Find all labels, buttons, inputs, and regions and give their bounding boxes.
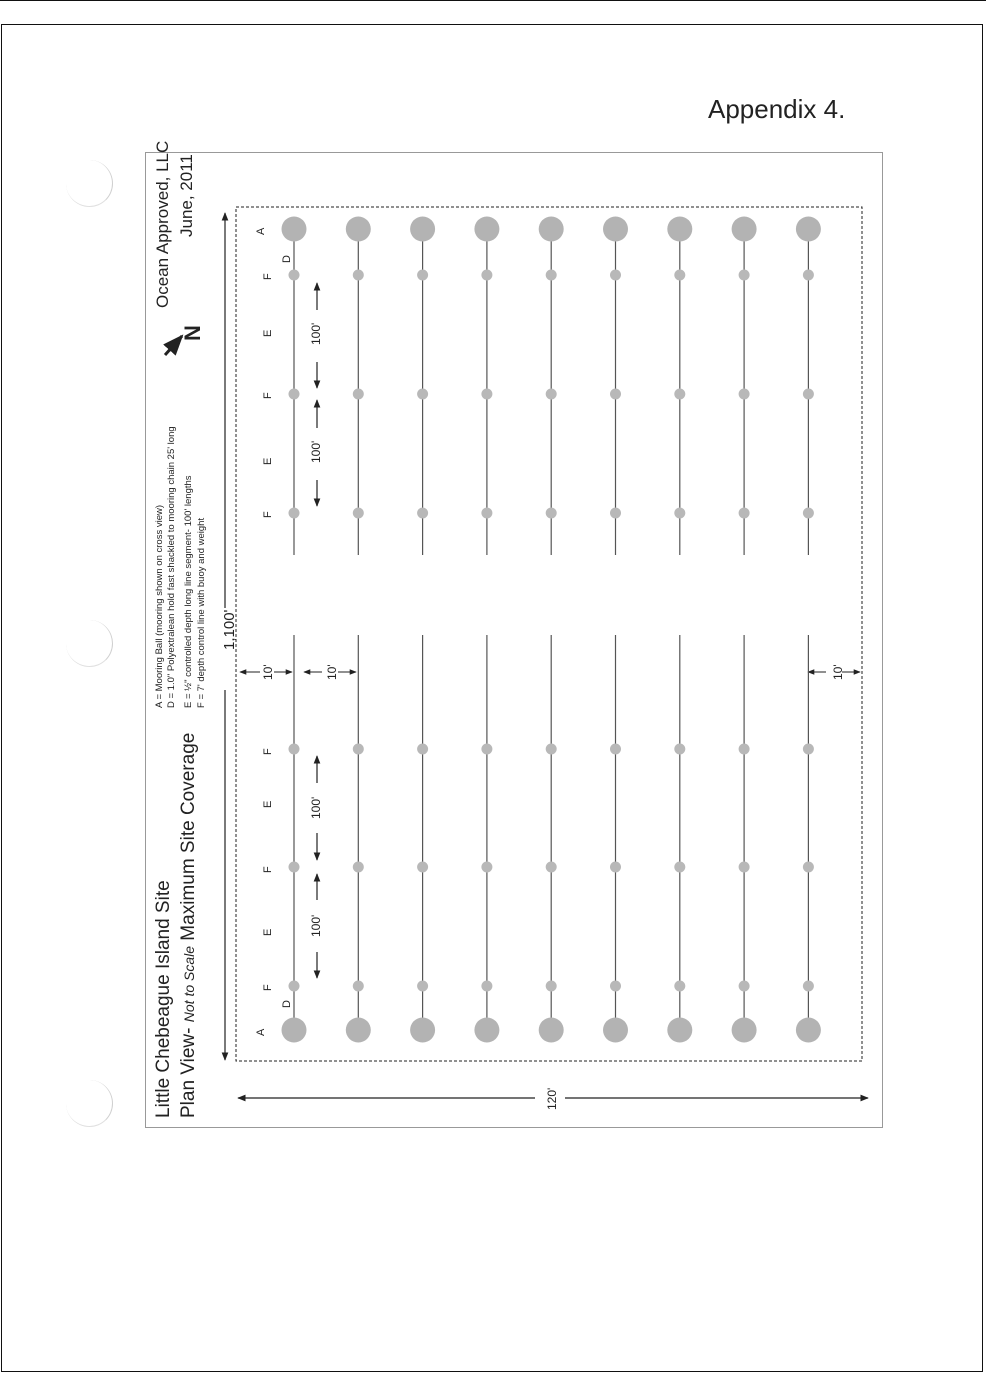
depth-control-buoy — [353, 744, 364, 755]
legend-line-e: E = ½" controlled depth long line segment- 100' lengths — [183, 475, 194, 708]
site-title: Little Chebeague Island Site — [153, 880, 174, 1118]
depth-control-buoy — [739, 862, 750, 873]
label-d-bottom: D — [281, 1000, 293, 1008]
scale-note: Not to Scale — [181, 945, 197, 1023]
mooring-ball-top — [474, 217, 499, 242]
appendix-label: Appendix 4. — [708, 94, 846, 124]
mooring-ball-bottom — [282, 1018, 307, 1043]
spacing-label-edge: 10' — [261, 664, 275, 680]
depth-control-buoy — [739, 744, 750, 755]
mooring-ball-top — [410, 217, 435, 242]
depth-control-buoy — [353, 862, 364, 873]
mooring-ball-top — [667, 217, 692, 242]
label-d-top: D — [281, 255, 293, 263]
depth-control-buoy — [610, 389, 621, 400]
label-f-bottom-1: F — [262, 748, 274, 755]
date-label: June, 2011 — [177, 154, 196, 237]
depth-control-buoy — [610, 862, 621, 873]
depth-control-buoy — [610, 744, 621, 755]
mooring-ball-top — [282, 217, 307, 242]
mooring-ball-top — [796, 217, 821, 242]
mooring-ball-top — [603, 217, 628, 242]
mooring-ball-top — [346, 217, 371, 242]
depth-control-buoy — [289, 270, 300, 281]
label-f-bottom-3: F — [262, 984, 274, 991]
depth-control-buoy — [803, 389, 814, 400]
plan-view-prefix: Plan View- — [178, 1027, 199, 1118]
depth-control-buoy — [417, 508, 428, 519]
depth-control-buoy — [610, 981, 621, 992]
depth-control-buoy — [546, 744, 557, 755]
mooring-ball-top — [539, 217, 564, 242]
depth-control-buoy — [739, 981, 750, 992]
depth-control-buoy — [289, 508, 300, 519]
label-f-top-3: F — [262, 511, 274, 518]
depth-control-buoy — [610, 270, 621, 281]
depth-control-buoy — [739, 270, 750, 281]
depth-control-buoy — [674, 508, 685, 519]
depth-control-buoy — [417, 862, 428, 873]
depth-control-buoy — [481, 862, 492, 873]
depth-control-buoy — [546, 270, 557, 281]
depth-control-buoy — [674, 744, 685, 755]
mooring-ball-bottom — [667, 1018, 692, 1043]
label-f-top-1: F — [262, 273, 274, 280]
depth-control-buoy — [674, 981, 685, 992]
site-boundary — [236, 207, 862, 1061]
depth-control-buoy — [739, 508, 750, 519]
depth-control-buoy — [289, 862, 300, 873]
company-name: Ocean Approved, LLC — [153, 140, 172, 308]
depth-control-buoy — [289, 744, 300, 755]
depth-control-buoy — [803, 508, 814, 519]
depth-control-buoy — [546, 389, 557, 400]
spacing-label-row: 10' — [325, 664, 339, 680]
mooring-ball-bottom — [346, 1018, 371, 1043]
depth-control-buoy — [674, 270, 685, 281]
mooring-ball-bottom — [539, 1018, 564, 1043]
label-e-top-1: E — [262, 329, 274, 337]
legend-line-d: D = 1.0" Polyextralean hold fast shackled to mooring chain 25' long — [166, 426, 177, 708]
depth-control-buoy — [481, 389, 492, 400]
label-a-top: A — [255, 227, 267, 235]
depth-control-buoy — [353, 508, 364, 519]
coverage-note: Maximum Site Coverage — [178, 732, 199, 941]
label-f-top-2: F — [262, 392, 274, 399]
depth-control-buoy — [353, 981, 364, 992]
label-e-top-2: E — [262, 457, 274, 465]
segment-label-4: 100' — [309, 914, 323, 937]
depth-control-buoy — [289, 981, 300, 992]
depth-control-buoy — [353, 389, 364, 400]
depth-control-buoy — [481, 981, 492, 992]
mooring-ball-bottom — [410, 1018, 435, 1043]
longlines — [282, 217, 821, 1043]
label-f-bottom-2: F — [262, 866, 274, 873]
north-label: N — [180, 325, 205, 341]
segment-label-3: 100' — [309, 796, 323, 819]
static-drawing — [165, 207, 868, 1110]
mooring-ball-bottom — [732, 1018, 757, 1043]
depth-control-buoy — [417, 270, 428, 281]
depth-control-buoy — [803, 744, 814, 755]
mooring-ball-bottom — [603, 1018, 628, 1043]
depth-control-buoy — [353, 270, 364, 281]
depth-control-buoy — [417, 744, 428, 755]
label-e-bottom-1: E — [262, 800, 274, 808]
depth-control-buoy — [610, 508, 621, 519]
mooring-ball-bottom — [474, 1018, 499, 1043]
legend-line-f: F = 7' depth control line with buoy and weight — [196, 517, 207, 708]
label-a-bottom: A — [255, 1028, 267, 1036]
depth-control-buoy — [417, 389, 428, 400]
spacing-label-far: 10' — [831, 664, 845, 680]
depth-control-buoy — [674, 862, 685, 873]
depth-control-buoy — [546, 981, 557, 992]
depth-control-buoy — [546, 508, 557, 519]
depth-control-buoy — [546, 862, 557, 873]
depth-control-buoy — [481, 270, 492, 281]
depth-control-buoy — [289, 389, 300, 400]
segment-label-1: 100' — [309, 322, 323, 345]
legend-line-a: A = Mooring Ball (mooring shown on cross view) — [154, 504, 165, 708]
depth-control-buoy — [739, 389, 750, 400]
depth-control-buoy — [803, 862, 814, 873]
depth-control-buoy — [803, 270, 814, 281]
depth-control-buoy — [417, 981, 428, 992]
label-e-bottom-2: E — [262, 928, 274, 936]
depth-control-buoy — [803, 981, 814, 992]
depth-control-buoy — [481, 744, 492, 755]
segment-label-2: 100' — [309, 440, 323, 463]
width-label: 120' — [545, 1087, 559, 1110]
depth-control-buoy — [674, 389, 685, 400]
mooring-ball-bottom — [796, 1018, 821, 1043]
mooring-ball-top — [732, 217, 757, 242]
depth-control-buoy — [481, 508, 492, 519]
length-label: 1,100' — [221, 609, 238, 650]
